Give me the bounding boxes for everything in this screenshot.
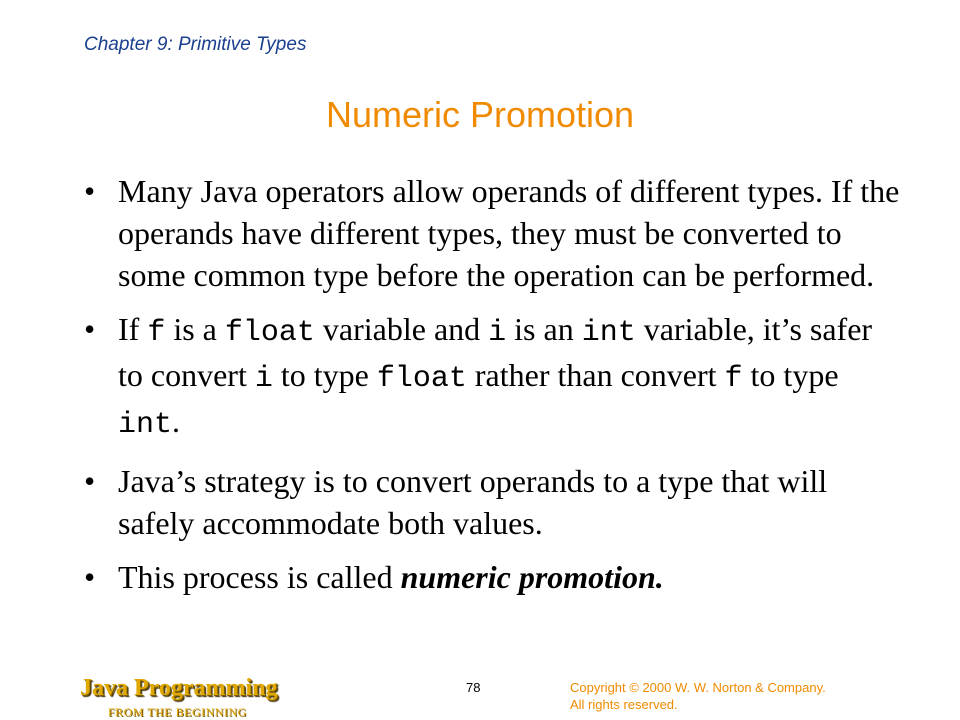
bullet-text: rather than convert [466,357,725,393]
bullet-text: This process is called [118,559,401,595]
bullet-text: variable, it’s safer to convert [118,311,873,393]
bullet-text: . [172,403,181,439]
copyright-notice [570,679,900,713]
bullet-text: Many Java operators allow operands of different types. If the operands have different types, they must be converted to some common type before the operation can be performed. [118,173,900,293]
bullet-list [84,170,904,598]
bullet-item-4 [84,556,904,598]
emphasis-term: numeric promotion. [400,559,664,595]
bullet-text: is a [165,311,225,347]
code-i: i [254,362,273,396]
code-f: f [724,362,743,396]
code-float: float [376,362,467,396]
bullet-item-3 [84,460,904,544]
code-int: int [118,408,173,442]
bullet-text: Java’s strategy is to convert operands to a type that will safely accommodate both values. [118,463,828,541]
page-number: 78 [466,680,481,695]
brand-subtitle: FROM THE BEGINNING [108,705,247,719]
bullet-text: variable and [314,311,489,347]
bullet-text: is an [506,311,582,347]
code-f: f [147,316,166,350]
bullet-text: to type [272,357,377,393]
brand-logo-text: Java Programming [80,675,278,701]
copyright-line-2: All rights reserved. [570,697,678,712]
code-float: float [224,316,315,350]
code-i: i [488,316,507,350]
code-int: int [581,316,636,350]
bullet-text: If [118,311,148,347]
bullet-item-1 [84,170,904,296]
bullet-text: to type [742,357,839,393]
slide-title: Numeric Promotion [325,94,635,135]
bullet-item-2 [84,308,904,446]
copyright-line-1: Copyright © 2000 W. W. Norton & Company. [570,680,826,695]
chapter-heading: Chapter 9: Primitive Types [84,34,307,55]
